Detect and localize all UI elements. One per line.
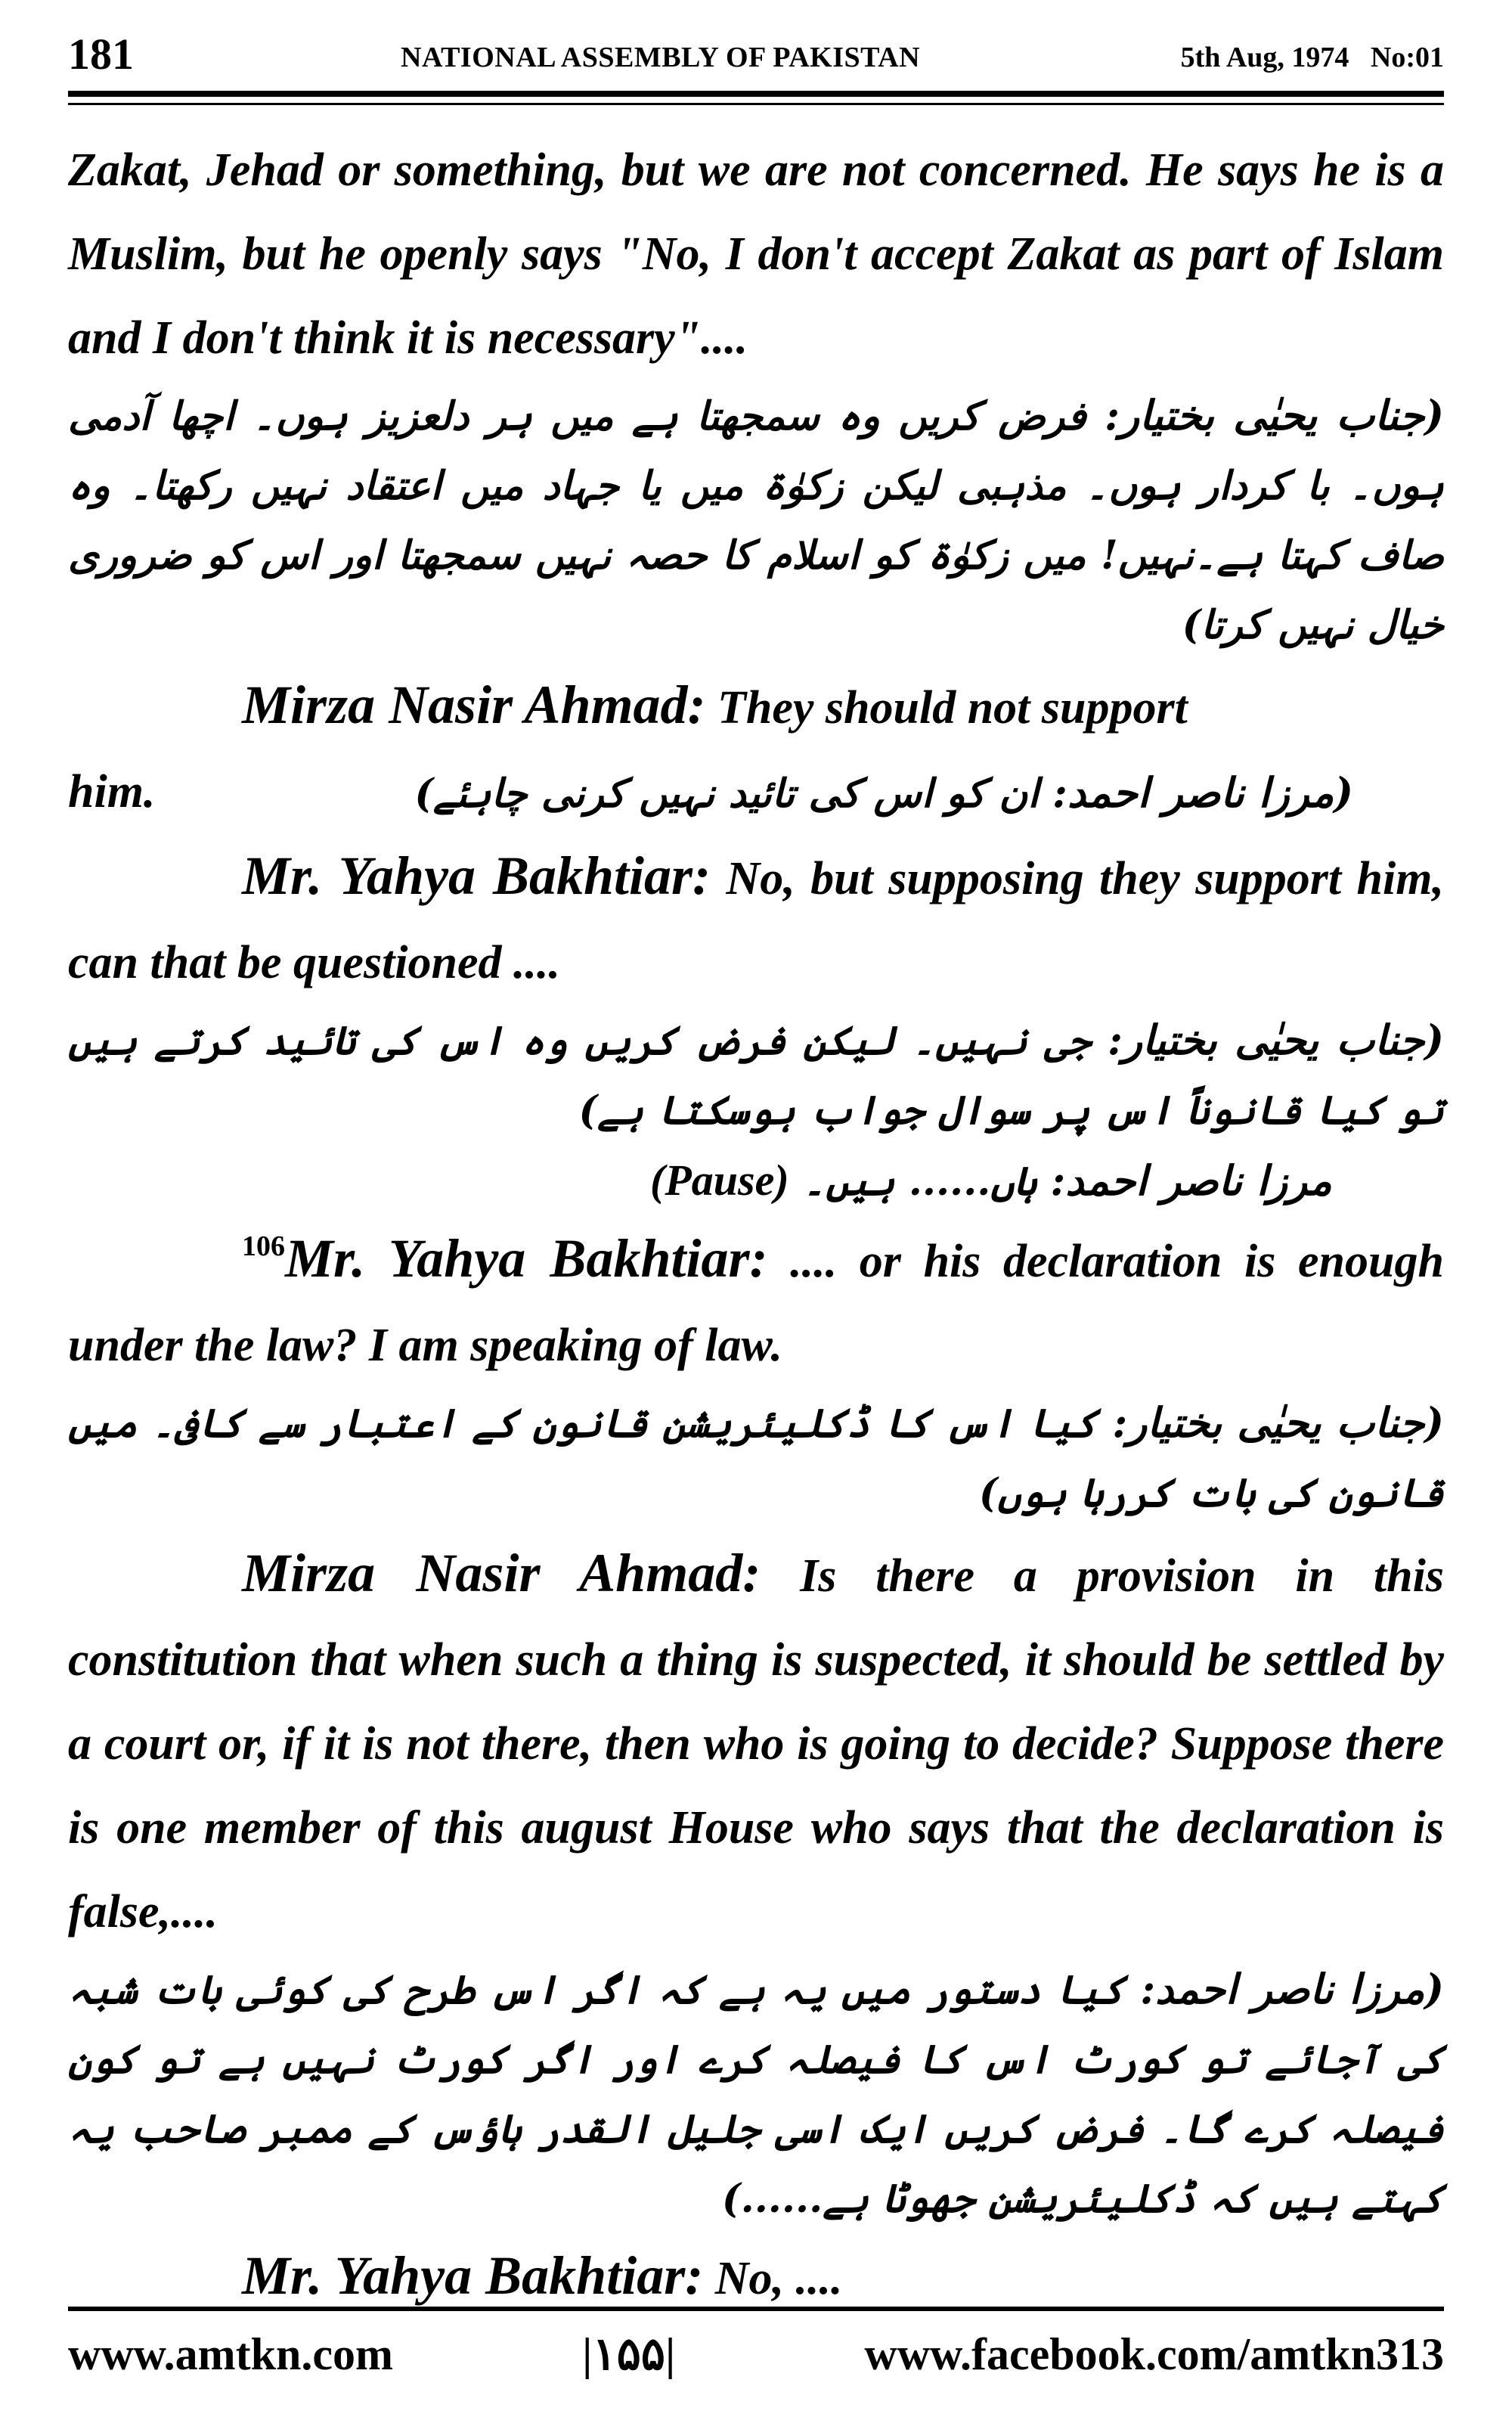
speech-text: They should not support: [717, 682, 1188, 734]
urdu-text: ان کو اس کی تائید نہیں کرنی چاہئے): [414, 771, 1039, 817]
urdu-speaker-label: (مرزا ناصر احمد:: [1052, 768, 1353, 817]
header-title: NATIONAL ASSEMBLY OF PAKISTAN: [401, 42, 921, 73]
urdu-text: ہاں...... ہیں۔: [802, 1159, 1037, 1205]
speaker-name: Mirza Nasir Ahmad:: [242, 1543, 761, 1603]
english-paragraph-1: Zakat, Jehad or something, but we are not concerned. He says he is a Muslim, but he openly says "No, I don't accept Zakat as part of Islam and I don't think it is necessary"....: [68, 144, 1444, 364]
speech-text: No, but supposing they support him, can that be questioned ....: [68, 853, 1444, 988]
footer-page-number: |۱۵۵|: [582, 2329, 676, 2379]
urdu-text: کیا اس کا ڈکلیئریشن قانون کے اعتبار سے کافی۔ میں قانون کی بات کررہا ہوں): [68, 1401, 1444, 1516]
speaker-name: Mirza Nasir Ahmad:: [242, 675, 706, 735]
pause-note: (Pause): [650, 1156, 789, 1205]
page-footer: [68, 2320, 1444, 2388]
footer-facebook-link[interactable]: www.facebook.com/amtkn313: [864, 2328, 1444, 2379]
urdu-paragraph-1: [68, 380, 1444, 660]
mixed-line: [68, 750, 1444, 834]
footer-website-link[interactable]: www.amtkn.com: [68, 2328, 393, 2379]
speaker-name: Mr. Yahya Bakhtiar:: [242, 845, 711, 906]
header-date: 5th Aug, 1974 No:01: [1180, 42, 1444, 73]
urdu-paragraph-3: [68, 1005, 1444, 1146]
urdu-text: فرض کریں وہ سمجھتا ہے میں ہر دلعزیز ہوں۔ اچھا آدمی ہوں۔ با کردار ہوں۔ مذہبی لیکن زکوٰۃ میں یا جہاد میں اعتقاد نہیں رکھتا۔ وہ صاف کہتا ہے۔نہیں! میں زکوٰۃ کو اسلام کا حصہ نہیں سمجھتا اور اس کو ضروری خیال نہیں کرتا): [68, 393, 1444, 648]
speaker-name: Mr. Yahya Bakhtiar:: [242, 2245, 704, 2306]
english-paragraph-2: [68, 663, 1444, 750]
speaker-name: Mr. Yahya Bakhtiar:: [285, 1228, 768, 1289]
urdu-speaker-label: (مرزا ناصر احمد:: [1140, 1965, 1444, 2013]
speech-text: .... or his declaration is enough under the law? I am speaking of law.: [68, 1236, 1444, 1371]
urdu-paragraph-4: [68, 1146, 1444, 1217]
urdu-paragraph-5: [68, 1388, 1444, 1528]
urdu-speaker-label: مرزا ناصر احمد:: [1050, 1156, 1332, 1205]
speech-text: No, ....: [714, 2253, 843, 2304]
footer-rule: [68, 2307, 1444, 2311]
speech-text-tail: him.: [68, 766, 156, 818]
urdu-speaker-label: (جناب یحیٰی بختیار:: [1107, 1016, 1444, 1064]
urdu-paragraph-6: [68, 1954, 1444, 2234]
english-paragraph-6: [68, 1531, 1444, 1954]
english-paragraph-3: [68, 834, 1444, 1005]
footnote-marker: 106: [242, 1230, 285, 1262]
urdu-text: کیا دستور میں یہ ہے کہ اگر اس طرح کی کوئی بات شبہ کی آجائے تو کورٹ اس کا فیصلہ کرے اور اگر کورٹ نہیں ہے تو کون فیصلہ کرے گا۔ فرض کریں ایک اسی جلیل القدر ہاؤس کے ممبر صاحب یہ کہتے ہیں کہ ڈکلیئریشن جھوٹا ہے......): [68, 1967, 1444, 2222]
header-rule-thin: [68, 103, 1444, 105]
urdu-speaker-label: (جناب یحیٰی بختیار:: [1112, 1398, 1444, 1447]
urdu-paragraph-2: [414, 758, 1444, 829]
header-rule-thick: [68, 91, 1444, 97]
urdu-text: جی نہیں۔ لیکن فرض کریں وہ اس کی تائید کرتے ہیں تو کیا قانوناً اس پر سوال جواب ہوسکتا ہے): [68, 1018, 1444, 1134]
page-header: [68, 29, 1444, 82]
page-body: [68, 129, 1444, 2321]
urdu-speaker-label: (جناب یحیٰی بختیار:: [1105, 391, 1444, 439]
page-number: 181: [68, 29, 134, 79]
english-paragraph-5: [68, 1217, 1444, 1388]
speech-text: Is there a provision in this constitution that when such a thing is suspected, it should be settled by a court or, if it is not there, then who is going to decide? Suppose there is one member of this august House who says that the declaration is false,....: [68, 1550, 1444, 1938]
